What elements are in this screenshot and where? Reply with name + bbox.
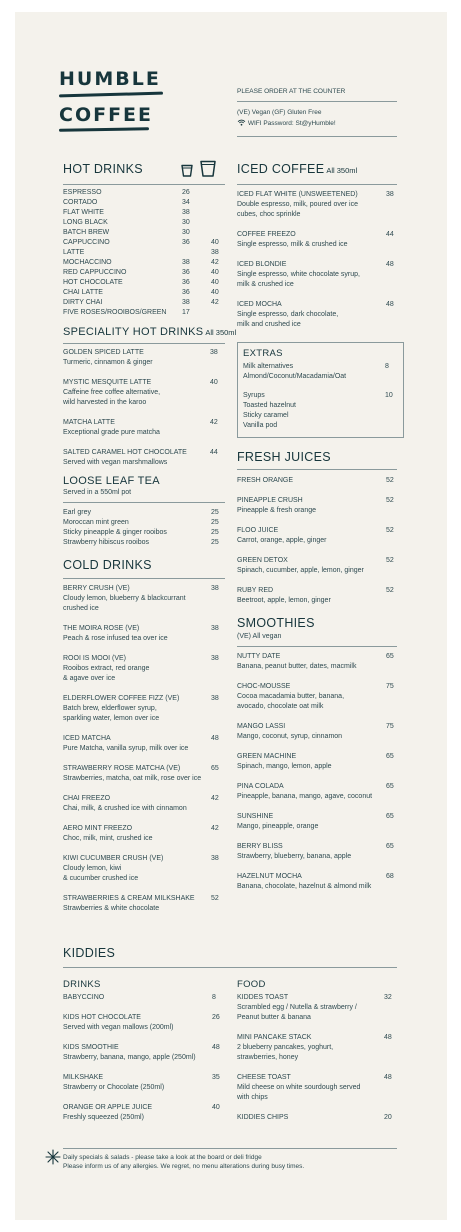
extras-title: EXTRAS xyxy=(243,348,283,359)
cold-drinks-title: COLD DRINKS xyxy=(63,558,152,572)
juice-desc: Carrot, orange, apple, ginger xyxy=(237,537,327,544)
kids-drink-item xyxy=(63,1043,225,1063)
cold-drink-desc: Chai, milk, & crushed ice with cinnamon xyxy=(63,805,187,812)
kids-food-item xyxy=(237,1073,397,1103)
iced-coffee-item xyxy=(237,230,397,250)
smoothie-item xyxy=(237,682,397,712)
divider xyxy=(237,469,397,470)
speciality-price: 42 xyxy=(210,419,218,426)
cold-drink-desc: Batch brew, elderflower syrup, sparkling water, lemon over ice xyxy=(63,705,160,722)
hot-drink-name: CAPPUCCINO xyxy=(63,239,110,246)
cold-drink-name: KIWI CUCUMBER CRUSH (VE) xyxy=(63,855,164,862)
kids-drink-item xyxy=(63,993,225,1003)
smoothie-price: 65 xyxy=(386,813,394,820)
cold-drink-item xyxy=(63,894,225,914)
cold-drink-desc: Peach & rose infused tea over ice xyxy=(63,635,168,642)
hot-drink-price-small: 36 xyxy=(182,239,190,246)
kids-food-price: 48 xyxy=(384,1074,392,1081)
smoothie-price: 68 xyxy=(386,873,394,880)
juice-name: FLOO JUICE xyxy=(237,527,279,534)
cold-drink-price: 38 xyxy=(211,585,219,592)
kids-food-desc: Scrambled egg / Nutella & strawberry / Peanut butter & banana xyxy=(237,1004,357,1021)
kids-food-price: 32 xyxy=(384,994,392,1001)
cold-drink-item xyxy=(63,764,225,784)
wifi-icon xyxy=(237,119,246,126)
kids-drink-desc: Strawberry or Chocolate (250ml) xyxy=(63,1084,165,1091)
juice-desc: Spinach, cucumber, apple, lemon, ginger xyxy=(237,567,364,574)
divider xyxy=(63,967,397,968)
smoothie-name: CHOC-MOUSSE xyxy=(237,683,291,690)
cold-drink-price: 52 xyxy=(211,895,219,902)
tea-price: 25 xyxy=(211,519,219,526)
cold-drink-item xyxy=(63,584,225,614)
tea-price: 25 xyxy=(211,539,219,546)
tea-name: Moroccan mint green xyxy=(63,519,129,526)
hot-drink-price-large: 40 xyxy=(211,279,219,286)
hot-drink-price-small: 30 xyxy=(182,229,190,236)
cold-drink-desc: Rooibos extract, red orange & agave over ice xyxy=(63,665,150,682)
hot-drink-name: HOT CHOCOLATE xyxy=(63,279,123,286)
cold-drink-price: 38 xyxy=(211,655,219,662)
smoothie-item xyxy=(237,842,397,862)
kids-drink-desc: Freshly squeezed (250ml) xyxy=(63,1114,144,1121)
loose-leaf-title: LOOSE LEAF TEA xyxy=(63,475,160,487)
speciality-desc: Turmeric, cinnamon & ginger xyxy=(63,359,153,366)
speciality-desc: Exceptional grade pure matcha xyxy=(63,429,160,436)
speciality-price: 40 xyxy=(210,379,218,386)
kids-drink-price: 26 xyxy=(212,1014,220,1021)
juice-item xyxy=(237,526,397,546)
iced-coffee-item xyxy=(237,300,397,330)
kids-drink-price: 48 xyxy=(212,1044,220,1051)
hot-drink-price-large: 42 xyxy=(211,259,219,266)
cold-drink-price: 48 xyxy=(211,735,219,742)
divider xyxy=(63,502,225,503)
smoothie-name: MANGO LASSI xyxy=(237,723,286,730)
smoothie-item xyxy=(237,652,397,672)
juice-price: 52 xyxy=(386,527,394,534)
hot-drink-price-large: 42 xyxy=(211,299,219,306)
kids-drink-desc: Strawberry, banana, mango, apple (250ml) xyxy=(63,1054,196,1061)
kids-drink-price: 40 xyxy=(212,1104,220,1111)
cold-drink-item xyxy=(63,824,225,844)
speciality-item xyxy=(63,378,225,408)
smoothie-name: HAZELNUT MOCHA xyxy=(237,873,302,880)
smoothie-desc: Spinach, mango, lemon, apple xyxy=(237,763,332,770)
iced-coffee-price: 44 xyxy=(386,231,394,238)
juice-name: FRESH ORANGE xyxy=(237,477,294,484)
hot-drink-price-large: 40 xyxy=(211,269,219,276)
tea-name: Earl grey xyxy=(63,509,92,516)
kiddies-food-title: FOOD xyxy=(237,979,266,990)
cold-drink-name: STRAWBERRY ROSE MATCHA (VE) xyxy=(63,765,181,772)
juice-name: RUBY RED xyxy=(237,587,274,594)
iced-coffee-title-text: ICED COFFEE xyxy=(237,162,325,176)
smoothie-name: SUNSHINE xyxy=(237,813,274,820)
iced-coffee-desc: Single espresso, dark chocolate, milk and crushed ice xyxy=(237,311,339,328)
speciality-name: MYSTIC MESQUITE LATTE xyxy=(63,379,152,386)
iced-coffee-name: ICED BLONDIE xyxy=(237,261,287,268)
cold-drink-price: 38 xyxy=(211,855,219,862)
juice-item xyxy=(237,556,397,576)
kids-food-desc: Mild cheese on white sourdough served with chips xyxy=(237,1084,361,1101)
hot-drink-price-small: 30 xyxy=(182,219,190,226)
juice-item xyxy=(237,476,397,486)
speciality-price: 44 xyxy=(210,449,218,456)
hot-drink-name: LATTE xyxy=(63,249,85,256)
tea-price: 25 xyxy=(211,529,219,536)
cold-drink-item xyxy=(63,624,225,644)
cold-drink-name: ROOI IS MOOI (VE) xyxy=(63,655,127,662)
speciality-price: 38 xyxy=(210,349,218,356)
divider xyxy=(237,646,397,647)
smoothie-desc: Banana, chocolate, hazelnut & almond milk xyxy=(237,883,372,890)
smoothie-price: 65 xyxy=(386,753,394,760)
smoothie-desc: Mango, coconut, syrup, cinnamon xyxy=(237,733,343,740)
cold-drink-item xyxy=(63,854,225,884)
extras-box xyxy=(237,342,404,438)
wifi-password: WIFI Password: St@yHumble! xyxy=(247,120,336,127)
cold-drink-desc: Cloudy lemon, kiwi & cucumber crushed ice xyxy=(63,865,139,882)
smoothies-title: SMOOTHIES xyxy=(237,616,315,630)
extras-milk xyxy=(243,362,393,382)
iced-coffee-subtitle: All 350ml xyxy=(326,166,358,175)
sparkle-icon xyxy=(45,1149,61,1165)
tea-name: Strawberry hibiscus rooibos xyxy=(63,539,149,546)
cold-drink-name: BERRY CRUSH (VE) xyxy=(63,585,130,592)
smoothie-price: 65 xyxy=(386,653,394,660)
kids-food-item xyxy=(237,993,397,1023)
hot-drink-price-small: 17 xyxy=(182,309,190,316)
smoothie-name: BERRY BLISS xyxy=(237,843,283,850)
kids-drink-item xyxy=(63,1013,225,1033)
smoothie-desc: Banana, peanut butter, dates, macmilk xyxy=(237,663,357,670)
iced-coffee-price: 48 xyxy=(386,301,394,308)
extras-syrups-price: 10 xyxy=(385,392,393,399)
hot-drink-name: CHAI LATTE xyxy=(63,289,103,296)
speciality-item xyxy=(63,348,225,368)
cold-drink-desc: Strawberries, matcha, oat milk, rose over ice xyxy=(63,775,202,782)
cold-drink-item xyxy=(63,654,225,684)
kids-drink-price: 35 xyxy=(212,1074,220,1081)
kids-food-name: KIDDES TOAST xyxy=(237,994,289,1001)
kids-drink-name: BABYCCINO xyxy=(63,994,105,1001)
speciality-item xyxy=(63,448,225,468)
smoothie-item xyxy=(237,872,397,892)
divider xyxy=(237,184,397,185)
logo-word-coffee: COFFEE xyxy=(59,104,154,126)
extras-syrup-option: Sticky caramel xyxy=(243,412,289,419)
cold-drink-price: 65 xyxy=(211,765,219,772)
menu-page xyxy=(15,12,447,1220)
speciality-desc: Caffeine free coffee alternative, wild harvested in the karoo xyxy=(63,389,161,406)
hot-drink-price-small: 34 xyxy=(182,199,190,206)
extras-syrup-option: Vanilla pod xyxy=(243,422,278,429)
iced-coffee-desc: Single espresso, milk & crushed ice xyxy=(237,241,348,248)
cold-drink-name: ICED MATCHA xyxy=(63,735,111,742)
hot-drink-name: FLAT WHITE xyxy=(63,209,104,216)
juice-price: 52 xyxy=(386,587,394,594)
smoothie-name: NUTTY DATE xyxy=(237,653,281,660)
smoothie-item xyxy=(237,812,397,832)
hot-drink-price-small: 26 xyxy=(182,189,190,196)
kids-drink-name: MILKSHAKE xyxy=(63,1074,104,1081)
juice-name: PINEAPPLE CRUSH xyxy=(237,497,303,504)
iced-coffee-desc: Double espresso, milk, poured over ice cubes, choc sprinkle xyxy=(237,201,359,218)
divider xyxy=(63,578,225,579)
juice-name: GREEN DETOX xyxy=(237,557,288,564)
smoothie-price: 65 xyxy=(386,783,394,790)
kids-drink-item xyxy=(63,1103,225,1123)
extras-syrups xyxy=(243,391,393,431)
extras-milk-options: Almond/Coconut/Macadamia/Oat xyxy=(243,373,347,380)
cold-drink-price: 38 xyxy=(211,625,219,632)
juice-desc: Beetroot, apple, lemon, ginger xyxy=(237,597,331,604)
hot-drink-price-small: 38 xyxy=(182,299,190,306)
smoothie-price: 75 xyxy=(386,683,394,690)
speciality-title xyxy=(63,326,236,338)
tea-price: 25 xyxy=(211,509,219,516)
juice-desc: Pineapple & fresh orange xyxy=(237,507,316,514)
logo-underline-bottom xyxy=(59,127,149,132)
order-notice: PLEASE ORDER AT THE COUNTER xyxy=(237,88,346,95)
divider xyxy=(63,1148,397,1149)
hot-drink-name: CORTADO xyxy=(63,199,98,206)
speciality-item xyxy=(63,418,225,438)
smoothie-desc: Mango, pineapple, orange xyxy=(237,823,319,830)
divider xyxy=(237,101,397,102)
extras-milk-price: 8 xyxy=(385,363,389,370)
hot-drink-name: ESPRESSO xyxy=(63,189,102,196)
kids-food-item xyxy=(237,1113,397,1123)
smoothie-desc: Strawberry, blueberry, banana, apple xyxy=(237,853,352,860)
footer-specials: Daily specials & salads - please take a look at the board or deli fridge xyxy=(63,1154,262,1161)
hot-drinks-title: HOT DRINKS xyxy=(63,162,143,176)
wifi-info xyxy=(237,119,336,127)
cold-drink-name: STRAWBERRIES & CREAM MILKSHAKE xyxy=(63,895,195,902)
smoothie-price: 75 xyxy=(386,723,394,730)
iced-coffee-price: 38 xyxy=(386,191,394,198)
cold-drink-name: AERO MINT FREEZO xyxy=(63,825,133,832)
logo-underline-top xyxy=(59,92,163,98)
divider xyxy=(63,343,225,344)
cold-drink-price: 42 xyxy=(211,825,219,832)
kids-drink-price: 8 xyxy=(212,994,216,1001)
iced-coffee-name: COFFEE FREEZO xyxy=(237,231,296,238)
large-cup-icon xyxy=(200,160,216,177)
kids-drink-name: KIDS HOT CHOCOLATE xyxy=(63,1014,141,1021)
smoothie-name: PINA COLADA xyxy=(237,783,284,790)
hot-drink-name: FIVE ROSES/ROOIBOS/GREEN xyxy=(63,309,167,316)
cold-drink-desc: Choc, milk, mint, crushed ice xyxy=(63,835,153,842)
smoothie-desc: Cocoa macadamia butter, banana, avocado, chocolate oat milk xyxy=(237,693,345,710)
speciality-desc: Served with vegan marshmallows xyxy=(63,459,168,466)
smoothie-desc: Pineapple, banana, mango, agave, coconut xyxy=(237,793,373,800)
hot-drink-price-large: 38 xyxy=(211,249,219,256)
cold-drink-item xyxy=(63,794,225,814)
cold-drink-name: THE MOIRA ROSE (VE) xyxy=(63,625,140,632)
cold-drink-name: ELDERFLOWER COFFEE FIZZ (VE) xyxy=(63,695,180,702)
small-cup-icon xyxy=(181,164,193,177)
kids-drink-name: ORANGE OR APPLE JUICE xyxy=(63,1104,153,1111)
juice-item xyxy=(237,496,397,516)
speciality-subtitle: All 350ml xyxy=(205,328,237,337)
hot-drink-price-large: 40 xyxy=(211,289,219,296)
smoothie-price: 65 xyxy=(386,843,394,850)
iced-coffee-item xyxy=(237,190,397,220)
kids-food-price: 20 xyxy=(384,1114,392,1121)
iced-coffee-price: 48 xyxy=(386,261,394,268)
cold-drink-item xyxy=(63,734,225,754)
smoothie-name: GREEN MACHINE xyxy=(237,753,297,760)
hot-drink-price-small: 38 xyxy=(182,209,190,216)
iced-coffee-item xyxy=(237,260,397,290)
smoothie-item xyxy=(237,722,397,742)
iced-coffee-name: ICED MOCHA xyxy=(237,301,282,308)
hot-drink-name: RED CAPPUCCINO xyxy=(63,269,127,276)
kids-food-name: CHEESE TOAST xyxy=(237,1074,291,1081)
cold-drink-desc: Cloudy lemon, blueberry & blackcurrant crushed ice xyxy=(63,595,186,612)
juice-price: 52 xyxy=(386,557,394,564)
kids-drink-desc: Served with vegan mallows (200ml) xyxy=(63,1024,174,1031)
hot-drink-name: MOCHACCINO xyxy=(63,259,112,266)
hot-drink-name: DIRTY CHAI xyxy=(63,299,103,306)
extras-syrups-label: Syrups xyxy=(243,392,265,399)
speciality-name: MATCHA LATTE xyxy=(63,419,115,426)
speciality-name: SALTED CARAMEL HOT CHOCOLATE xyxy=(63,449,187,456)
cold-drink-desc: Pure Matcha, vanilla syrup, milk over ice xyxy=(63,745,189,752)
kids-drink-name: KIDS SMOOTHIE xyxy=(63,1044,119,1051)
hot-drink-name: LONG BLACK xyxy=(63,219,108,226)
kids-drink-item xyxy=(63,1073,225,1093)
kiddies-drinks-title: DRINKS xyxy=(63,979,101,990)
speciality-title-text: SPECIALITY HOT DRINKS xyxy=(63,326,204,338)
kids-food-desc: 2 blueberry pancakes, yoghurt, strawberries, honey xyxy=(237,1044,334,1061)
kids-food-name: KIDDIES CHIPS xyxy=(237,1114,289,1121)
hot-drink-price-small: 38 xyxy=(182,259,190,266)
iced-coffee-name: ICED FLAT WHITE (UNSWEETENED) xyxy=(237,191,358,198)
iced-coffee-desc: Single espresso, white chocolate syrup, milk & crushed ice xyxy=(237,271,360,288)
kiddies-title: KIDDIES xyxy=(63,946,116,960)
cold-drink-price: 38 xyxy=(211,695,219,702)
cold-drink-name: CHAI FREEZO xyxy=(63,795,111,802)
juice-item xyxy=(237,586,397,606)
extras-syrup-option: Toasted hazelnut xyxy=(243,402,296,409)
extras-milk-label: Milk alternatives xyxy=(243,363,294,370)
juice-price: 52 xyxy=(386,497,394,504)
cold-drink-desc: Strawberries & white chocolate xyxy=(63,905,160,912)
smoothies-subtitle: (VE) All vegan xyxy=(237,633,282,640)
logo-word-humble: HUMBLE xyxy=(59,68,161,90)
kids-food-item xyxy=(237,1033,397,1063)
footer-allergies: Please inform us of any allergies. We regret, no menu alterations during busy times. xyxy=(63,1163,305,1170)
divider xyxy=(63,184,225,185)
hot-drink-price-small: 36 xyxy=(182,279,190,286)
smoothie-item xyxy=(237,752,397,772)
hot-drink-price-small: 36 xyxy=(182,269,190,276)
cold-drink-price: 42 xyxy=(211,795,219,802)
kids-food-price: 48 xyxy=(384,1034,392,1041)
diet-legend: (VE) Vegan (GF) Gluten Free xyxy=(237,109,322,116)
iced-coffee-title xyxy=(237,162,357,176)
hot-drink-price-small: 36 xyxy=(182,289,190,296)
fresh-juices-title: FRESH JUICES xyxy=(237,450,331,464)
loose-leaf-subtitle: Served in a 550ml pot xyxy=(63,489,132,496)
speciality-name: GOLDEN SPICED LATTE xyxy=(63,349,144,356)
hot-drink-price-large: 40 xyxy=(211,239,219,246)
smoothie-item xyxy=(237,782,397,802)
tea-name: Sticky pineapple & ginger rooibos xyxy=(63,529,167,536)
juice-price: 52 xyxy=(386,477,394,484)
divider xyxy=(237,136,397,137)
kids-food-name: MINI PANCAKE STACK xyxy=(237,1034,312,1041)
hot-drink-name: BATCH BREW xyxy=(63,229,110,236)
cold-drink-item xyxy=(63,694,225,724)
